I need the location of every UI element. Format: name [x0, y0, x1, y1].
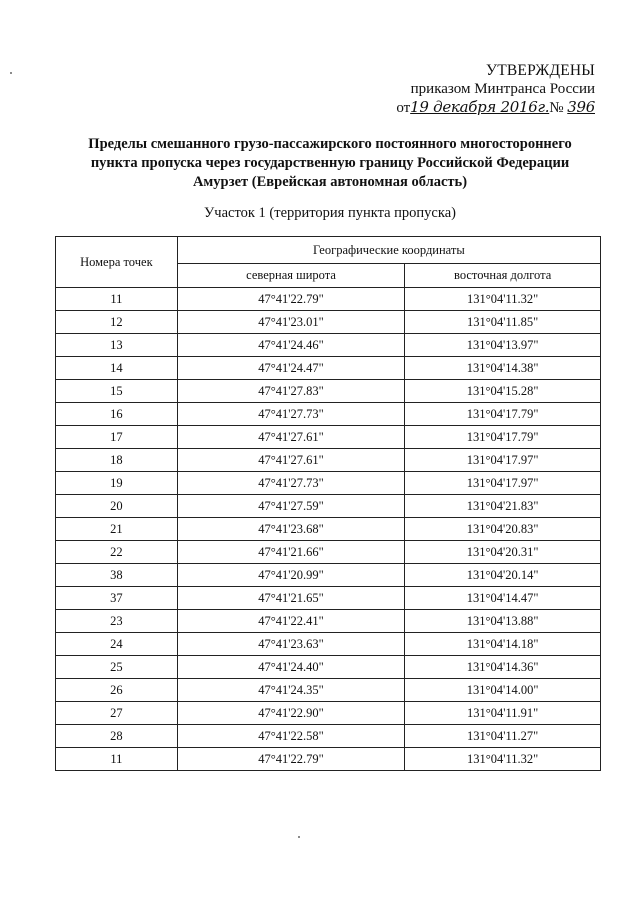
title-line: Пределы смешанного грузо-пассажирского постоянного многостороннего — [88, 136, 572, 152]
longitude-cell: 131°04'11.32" — [405, 748, 601, 771]
table-row — [56, 702, 601, 725]
title-line: Амурзет (Еврейская автономная область) — [192, 174, 468, 190]
header-coords: Географические координаты — [177, 237, 600, 264]
point-number-cell: 12 — [56, 311, 178, 334]
latitude-cell: 47°41'21.66" — [177, 541, 405, 564]
scan-speck — [10, 72, 12, 74]
longitude-cell: 131°04'17.79" — [405, 426, 601, 449]
table-row — [56, 472, 601, 495]
point-number-cell: 22 — [56, 541, 178, 564]
longitude-cell: 131°04'17.97" — [405, 449, 601, 472]
latitude-cell: 47°41'23.68" — [177, 518, 405, 541]
longitude-cell: 131°04'13.88" — [405, 610, 601, 633]
longitude-cell: 131°04'11.91" — [405, 702, 601, 725]
point-number-cell: 16 — [56, 403, 178, 426]
table-body — [56, 288, 601, 771]
latitude-cell: 47°41'22.41" — [177, 610, 405, 633]
handwritten-date: 19 декабря 2016г. — [410, 98, 550, 116]
point-number-cell: 18 — [56, 449, 178, 472]
point-number-cell: 14 — [56, 357, 178, 380]
point-number-cell: 19 — [56, 472, 178, 495]
longitude-cell: 131°04'17.79" — [405, 403, 601, 426]
latitude-cell: 47°41'24.35" — [177, 679, 405, 702]
latitude-cell: 47°41'27.73" — [177, 472, 405, 495]
table-row — [56, 725, 601, 748]
table-row — [56, 288, 601, 311]
table-row — [56, 610, 601, 633]
section-title: Участок 1 (территория пункта пропуска) — [204, 205, 456, 221]
table-row — [56, 426, 601, 449]
latitude-cell: 47°41'27.61" — [177, 449, 405, 472]
point-number-cell: 17 — [56, 426, 178, 449]
latitude-cell: 47°41'22.79" — [177, 288, 405, 311]
approval-order-line — [395, 98, 595, 117]
approval-block — [395, 62, 595, 117]
latitude-cell: 47°41'23.63" — [177, 633, 405, 656]
table-row — [56, 541, 601, 564]
table-row — [56, 380, 601, 403]
point-number-cell: 38 — [56, 564, 178, 587]
longitude-cell: 131°04'17.97" — [405, 472, 601, 495]
table-row — [56, 495, 601, 518]
table-row — [56, 679, 601, 702]
latitude-cell: 47°41'22.79" — [177, 748, 405, 771]
longitude-cell: 131°04'20.14" — [405, 564, 601, 587]
latitude-cell: 47°41'20.99" — [177, 564, 405, 587]
longitude-cell: 131°04'20.31" — [405, 541, 601, 564]
longitude-cell: 131°04'14.38" — [405, 357, 601, 380]
longitude-cell: 131°04'21.83" — [405, 495, 601, 518]
longitude-cell: 131°04'11.32" — [405, 288, 601, 311]
point-number-cell: 28 — [56, 725, 178, 748]
latitude-cell: 47°41'27.59" — [177, 495, 405, 518]
table-row — [56, 357, 601, 380]
table-row — [56, 748, 601, 771]
table-row — [56, 564, 601, 587]
latitude-cell: 47°41'27.73" — [177, 403, 405, 426]
point-number-cell: 27 — [56, 702, 178, 725]
table-row — [56, 518, 601, 541]
longitude-cell: 131°04'14.18" — [405, 633, 601, 656]
scan-speck — [298, 836, 300, 838]
document-title — [60, 135, 600, 192]
header-latitude: северная широта — [177, 264, 405, 288]
title-line: пункта пропуска через государственную границу Российской Федерации — [90, 155, 570, 171]
point-number-cell: 15 — [56, 380, 178, 403]
latitude-cell: 47°41'22.58" — [177, 725, 405, 748]
point-number-cell: 11 — [56, 748, 178, 771]
handwritten-number: 396 — [567, 98, 595, 116]
latitude-cell: 47°41'21.65" — [177, 587, 405, 610]
latitude-cell: 47°41'24.40" — [177, 656, 405, 679]
header-points: Номера точек — [56, 237, 178, 288]
point-number-cell: 21 — [56, 518, 178, 541]
header-longitude: восточная долгота — [405, 264, 601, 288]
longitude-cell: 131°04'15.28" — [405, 380, 601, 403]
point-number-cell: 37 — [56, 587, 178, 610]
coordinates-table — [55, 236, 601, 771]
table-row — [56, 656, 601, 679]
table-row — [56, 587, 601, 610]
longitude-cell: 131°04'14.36" — [405, 656, 601, 679]
point-number-cell: 13 — [56, 334, 178, 357]
approval-title: УТВЕРЖДЕНЫ — [486, 62, 595, 79]
longitude-cell: 131°04'20.83" — [405, 518, 601, 541]
latitude-cell: 47°41'27.61" — [177, 426, 405, 449]
table-row — [56, 633, 601, 656]
latitude-cell: 47°41'23.01" — [177, 311, 405, 334]
table-row — [56, 449, 601, 472]
longitude-cell: 131°04'11.85" — [405, 311, 601, 334]
approval-by: приказом Минтранса России — [410, 81, 595, 97]
number-prefix: № — [549, 100, 564, 116]
date-prefix: от — [396, 100, 411, 116]
point-number-cell: 25 — [56, 656, 178, 679]
point-number-cell: 23 — [56, 610, 178, 633]
latitude-cell: 47°41'22.90" — [177, 702, 405, 725]
longitude-cell: 131°04'14.47" — [405, 587, 601, 610]
table-row — [56, 403, 601, 426]
point-number-cell: 11 — [56, 288, 178, 311]
latitude-cell: 47°41'24.47" — [177, 357, 405, 380]
table-row — [56, 334, 601, 357]
point-number-cell: 20 — [56, 495, 178, 518]
longitude-cell: 131°04'11.27" — [405, 725, 601, 748]
longitude-cell: 131°04'14.00" — [405, 679, 601, 702]
latitude-cell: 47°41'27.83" — [177, 380, 405, 403]
table-row — [56, 311, 601, 334]
point-number-cell: 24 — [56, 633, 178, 656]
latitude-cell: 47°41'24.46" — [177, 334, 405, 357]
longitude-cell: 131°04'13.97" — [405, 334, 601, 357]
point-number-cell: 26 — [56, 679, 178, 702]
